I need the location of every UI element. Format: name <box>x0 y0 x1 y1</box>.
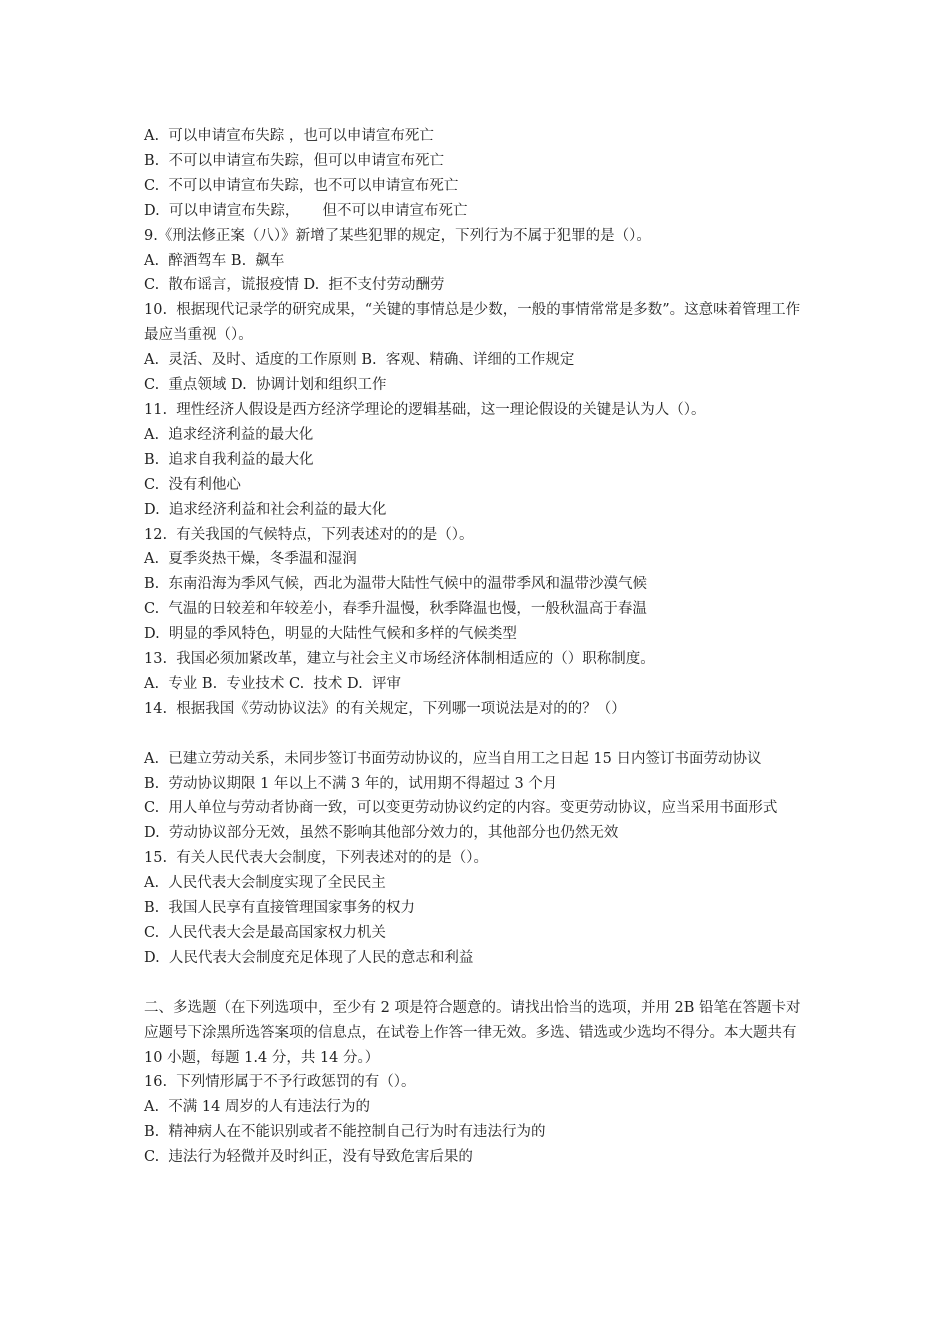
option-line: A. 人民代表大会制度实现了全民民主 <box>144 875 386 892</box>
option-line: A. 不满 14 周岁的人有违法行为的 <box>144 1099 370 1116</box>
option-line: A. 追求经济利益的最大化 <box>144 426 314 443</box>
question-line: 14. 根据我国《劳动协议法》的有关规定，下列哪一项说法是对的的？（） <box>144 700 626 717</box>
option-line: D. 明显的季风特色，明显的大陆性气候和多样的气候类型 <box>144 626 517 643</box>
option-line: C. 散布谣言，谎报疫情 D. 拒不支付劳动酬劳 <box>144 277 445 294</box>
blank-line <box>144 971 808 996</box>
option-line: A. 灵活、及时、适度的工作原则 B. 客观、精确、详细的工作规定 <box>144 352 575 369</box>
option-line: D. 人民代表大会制度充足体现了人民的意志和利益 <box>144 949 474 966</box>
option-line: B. 东南沿海为季风气候，西北为温带大陆性气候中的温带季风和温带沙漠气候 <box>144 576 647 593</box>
option-line: B. 追求自我利益的最大化 <box>144 451 314 468</box>
option-line: D. 劳动协议部分无效，虽然不影响其他部分效力的，其他部分也仍然无效 <box>144 825 619 842</box>
option-line: C. 违法行为轻微并及时纠正，没有导致危害后果的 <box>144 1149 473 1166</box>
option-line: B. 不可以申请宣布失踪，但可以申请宣布死亡 <box>144 152 444 169</box>
question-line: 15. 有关人民代表大会制度，下列表述对的的是（）。 <box>144 850 489 867</box>
option-line: A. 可以申请宣布失踪 ，也可以申请宣布死亡 <box>144 128 434 144</box>
question-line: 10. 根据现代记录学的研究成果，“关键的事情总是少数，一般的事情常常是多数”。这意味着管理工作最应当重视（）。 <box>144 302 801 344</box>
option-line: B. 精神病人在不能识别或者不能控制自己行为时有违法行为的 <box>144 1124 546 1141</box>
question-line: 13. 我国必须加紧改革，建立与社会主义市场经济体制相适应的（）职称制度。 <box>144 651 655 668</box>
option-line: C. 重点领域 D. 协调计划和组织工作 <box>144 377 387 394</box>
option-line: C. 不可以申请宣布失踪，也不可以申请宣布死亡 <box>144 177 459 194</box>
question-line: 9.《刑法修正案（八）》新增了某些犯罪的规定，下列行为不属于犯罪的是（）。 <box>144 227 651 244</box>
option-line: B. 我国人民享有直接管理国家事务的权力 <box>144 900 415 917</box>
option-line: D. 追求经济利益和社会利益的最大化 <box>144 501 387 518</box>
option-line: C. 人民代表大会是最高国家权力机关 <box>144 924 386 941</box>
question-line: 11. 理性经济人假设是西方经济学理论的逻辑基础，这一理论假设的关键是认为人（）。 <box>144 401 706 418</box>
question-line: 12. 有关我国的气候特点，下列表述对的的是（）。 <box>144 526 474 543</box>
option-line: A. 醉酒驾车 B. 飙车 <box>144 252 285 269</box>
option-line: A. 夏季炎热干燥，冬季温和湿润 <box>144 551 357 568</box>
option-line: C. 气温的日较差和年较差小，春季升温慢，秋季降温也慢，一般秋温高于春温 <box>144 601 647 618</box>
blank-line <box>144 722 808 747</box>
option-line: A. 专业 B. 专业技术 C. 技术 D. 评审 <box>144 675 401 692</box>
option-line: B. 劳动协议期限 1 年以上不满 3 年的，试用期不得超过 3 个月 <box>144 775 558 792</box>
section-heading: 二、多选题（在下列选项中，至少有 2 项是符合题意的。请找出恰当的选项，并用 2B 铅笔在答题卡对应题号下涂黑所选答案项的信息点，在试卷上作答一律无效。多选、错选或少选均不得分。本大题共有 10 小题，每题 1.4 分，共 14 分。） <box>144 999 802 1066</box>
question-line: 16. 下列情形属于不予行政惩罚的有（）。 <box>144 1074 416 1091</box>
option-line: C. 没有利他心 <box>144 476 241 493</box>
option-line: D. 可以申请宣布失踪， 但不可以申请宣布死亡 <box>144 202 468 219</box>
option-line: A. 已建立劳动关系，未同步签订书面劳动协议的，应当自用工之日起 15 日内签订书面劳动协议 <box>144 750 762 767</box>
option-line: C. 用人单位与劳动者协商一致，可以变更劳动协议约定的内容。变更劳动协议，应当采用书面形式 <box>144 800 778 817</box>
exam-text-body <box>144 124 808 1170</box>
